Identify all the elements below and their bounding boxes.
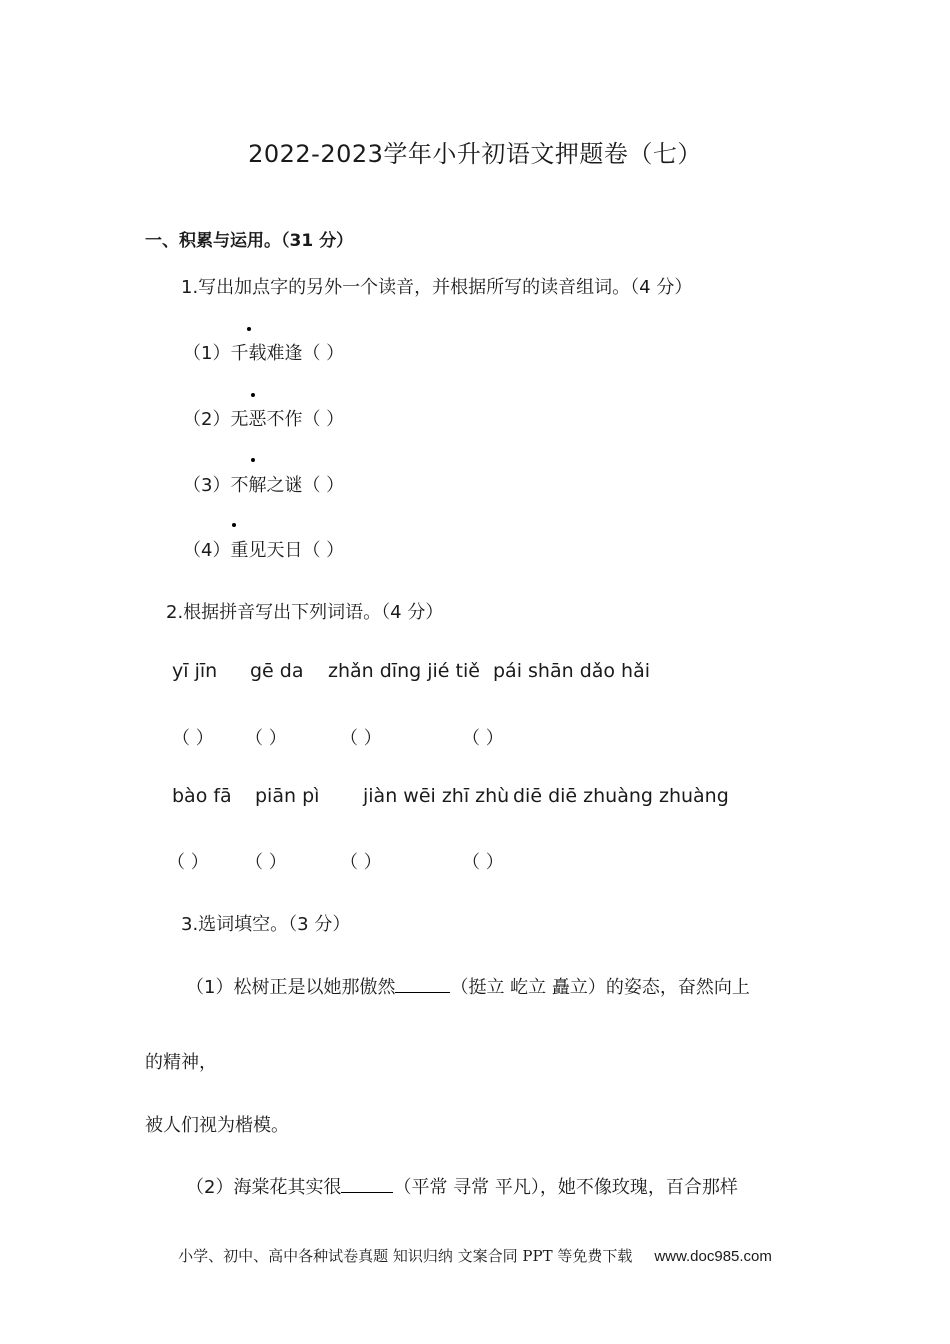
emphasis-dot bbox=[251, 393, 255, 397]
sentence-text: （挺立 屹立 矗立）的姿态，奋然向上 bbox=[450, 977, 750, 998]
page-title: 2022-2023学年小升初语文押题卷（七） bbox=[248, 140, 702, 168]
question-1-item: （2）无恶不作（ ） bbox=[183, 409, 345, 430]
sentence-continuation: 被人们视为楷模。 bbox=[145, 1115, 289, 1136]
question-1-item: （4）重见天日（ ） bbox=[183, 540, 345, 561]
question-2-prompt: 2.根据拼音写出下列词语。（4 分） bbox=[166, 602, 444, 623]
sentence-text: （2）海棠花其实很 bbox=[186, 1177, 342, 1198]
fill-blank[interactable] bbox=[395, 974, 450, 993]
answer-blank: （ ） bbox=[462, 728, 504, 749]
question-1-prompt: 1.写出加点字的另外一个读音，并根据所写的读音组词。（4 分） bbox=[181, 277, 693, 298]
pinyin: jiàn wēi zhī zhù bbox=[363, 785, 510, 807]
question-3-sentence-1 bbox=[186, 973, 750, 999]
pinyin: piān pì bbox=[255, 785, 320, 807]
pinyin: bào fā bbox=[172, 785, 232, 807]
question-3-prompt: 3.选词填空。（3 分） bbox=[181, 914, 351, 935]
sentence-text: （平常 寻常 平凡），她不像玫瑰，百合那样 bbox=[393, 1177, 738, 1198]
answer-blank: （ ） bbox=[245, 852, 287, 873]
section-heading: 一、积累与运用。（31 分） bbox=[145, 231, 354, 251]
page-footer bbox=[0, 1245, 950, 1266]
question-3-sentence-2 bbox=[186, 1173, 738, 1199]
pinyin: pái shān dǎo hǎi bbox=[493, 660, 651, 682]
answer-blank: （ ） bbox=[462, 852, 504, 873]
answer-blank: （ ） bbox=[167, 852, 209, 873]
emphasis-dot bbox=[251, 458, 255, 462]
sentence-continuation: 的精神， bbox=[145, 1052, 217, 1073]
emphasis-dot bbox=[247, 327, 251, 331]
question-1-item: （3）不解之谜（ ） bbox=[183, 475, 345, 496]
answer-blank: （ ） bbox=[340, 852, 382, 873]
pinyin: gē da bbox=[250, 660, 304, 682]
pinyin: yī jīn bbox=[172, 660, 218, 682]
footer-text: 小学、初中、高中各种试卷真题 知识归纳 文案合同 PPT 等免费下载 bbox=[178, 1247, 633, 1265]
footer-url[interactable]: www.doc985.com bbox=[654, 1248, 772, 1265]
sentence-text: （1）松树正是以她那傲然 bbox=[186, 977, 396, 998]
fill-blank[interactable] bbox=[341, 1174, 393, 1193]
answer-blank: （ ） bbox=[245, 728, 287, 749]
answer-blank: （ ） bbox=[340, 728, 382, 749]
answer-blank: （ ） bbox=[172, 728, 214, 749]
pinyin: diē diē zhuàng zhuàng bbox=[513, 785, 729, 807]
emphasis-dot bbox=[232, 523, 236, 527]
pinyin: zhǎn dīng jié tiě bbox=[328, 660, 480, 682]
question-1-item: （1）千载难逢（ ） bbox=[183, 343, 345, 364]
